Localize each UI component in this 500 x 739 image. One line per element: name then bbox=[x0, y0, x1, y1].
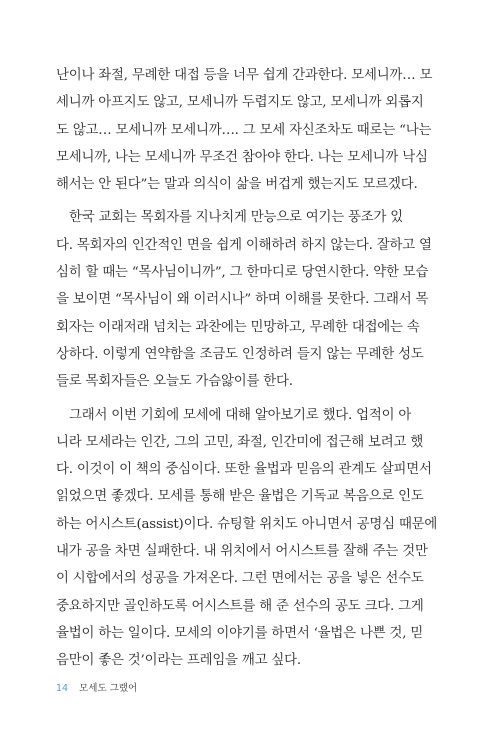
text-line: 세니까 아프지도 않고, 모세니까 두렵지도 않고, 모세니까 외롭지 bbox=[56, 95, 424, 111]
text-line: 심히 할 때는 “목사님이니까”, 그 한마디로 당연시한다. 약한 모습 bbox=[56, 265, 429, 281]
paragraph-1 bbox=[56, 62, 446, 198]
text-line: 율법이 하는 일이다. 모세의 이야기를 하면서 ‘율법은 나쁜 것, 믿 bbox=[56, 625, 424, 641]
running-title: 모세도 그랬어 bbox=[79, 683, 138, 694]
text-line: 상하다. 이렇게 연약함을 조금도 인정하려 들지 않는 무례한 성도 bbox=[56, 346, 424, 362]
text-line: 다. 목회자의 인간적인 면을 쉽게 이해하려 하지 않는다. 잘하고 열 bbox=[56, 237, 432, 253]
text-line: 회자는 이래저래 넘치는 과찬에는 민망하고, 무례한 대접에는 속 bbox=[56, 319, 420, 335]
body-text bbox=[56, 62, 446, 675]
page-number: 14 bbox=[56, 683, 69, 694]
text-line: 음만이 좋은 것’이라는 프레임을 깨고 싶다. bbox=[56, 653, 301, 669]
text-line: 그래서 이번 기회에 모세에 대해 알아보기로 했다. 업적이 아 bbox=[69, 407, 412, 423]
text-line: 들로 목회자들은 오늘도 가슴앓이를 한다. bbox=[56, 374, 293, 390]
text-line: 니라 모세라는 인간, 그의 고민, 좌절, 인간미에 접근해 보려고 했 bbox=[56, 434, 424, 450]
text-line: 다. 이것이 이 책의 중심이다. 또한 율법과 믿음의 관계도 살피면서 bbox=[56, 462, 432, 478]
text-line: 을 보이면 “목사님이 왜 이러시나” 하며 이해를 못한다. 그래서 목 bbox=[56, 292, 429, 308]
page-footer bbox=[56, 683, 137, 695]
text-line: 내가 공을 차면 실패한다. 내 위치에서 어시스트를 잘해 주는 것만 bbox=[56, 544, 428, 560]
text-line: 중요하지만 골인하도록 어시스트를 해 준 선수의 공도 크다. 그게 bbox=[56, 598, 424, 614]
paragraph-3 bbox=[56, 402, 446, 675]
text-line: 모세니까, 나는 모세니까 무조건 참아야 한다. 나는 모세니까 낙심 bbox=[56, 149, 428, 165]
text-line: 도 않고… 모세니까 모세니까…. 그 모세 자신조차도 때로는 “나는 bbox=[56, 122, 432, 138]
text-line: 난이나 좌절, 무례한 대접 등을 너무 쉽게 간과한다. 모세니까… 모 bbox=[56, 68, 433, 83]
text-line: 이 시합에서의 성공을 가져온다. 그런 면에서는 공을 넣은 선수도 bbox=[56, 571, 424, 587]
text-line: 읽었으면 좋겠다. 모세를 통해 받은 율법은 기독교 복음으로 인도 bbox=[56, 489, 424, 505]
text-line: 한국 교회는 목회자를 지나치게 만능으로 여기는 풍조가 있 bbox=[69, 210, 404, 226]
text-line: 해서는 안 된다”는 말과 의식이 삶을 버겁게 했는지도 모르겠다. bbox=[56, 177, 418, 193]
text-line: 하는 어시스트(assist)이다. 슈팅할 위치도 아니면서 공명심 때문에 bbox=[56, 516, 438, 532]
paragraph-2 bbox=[56, 204, 446, 395]
